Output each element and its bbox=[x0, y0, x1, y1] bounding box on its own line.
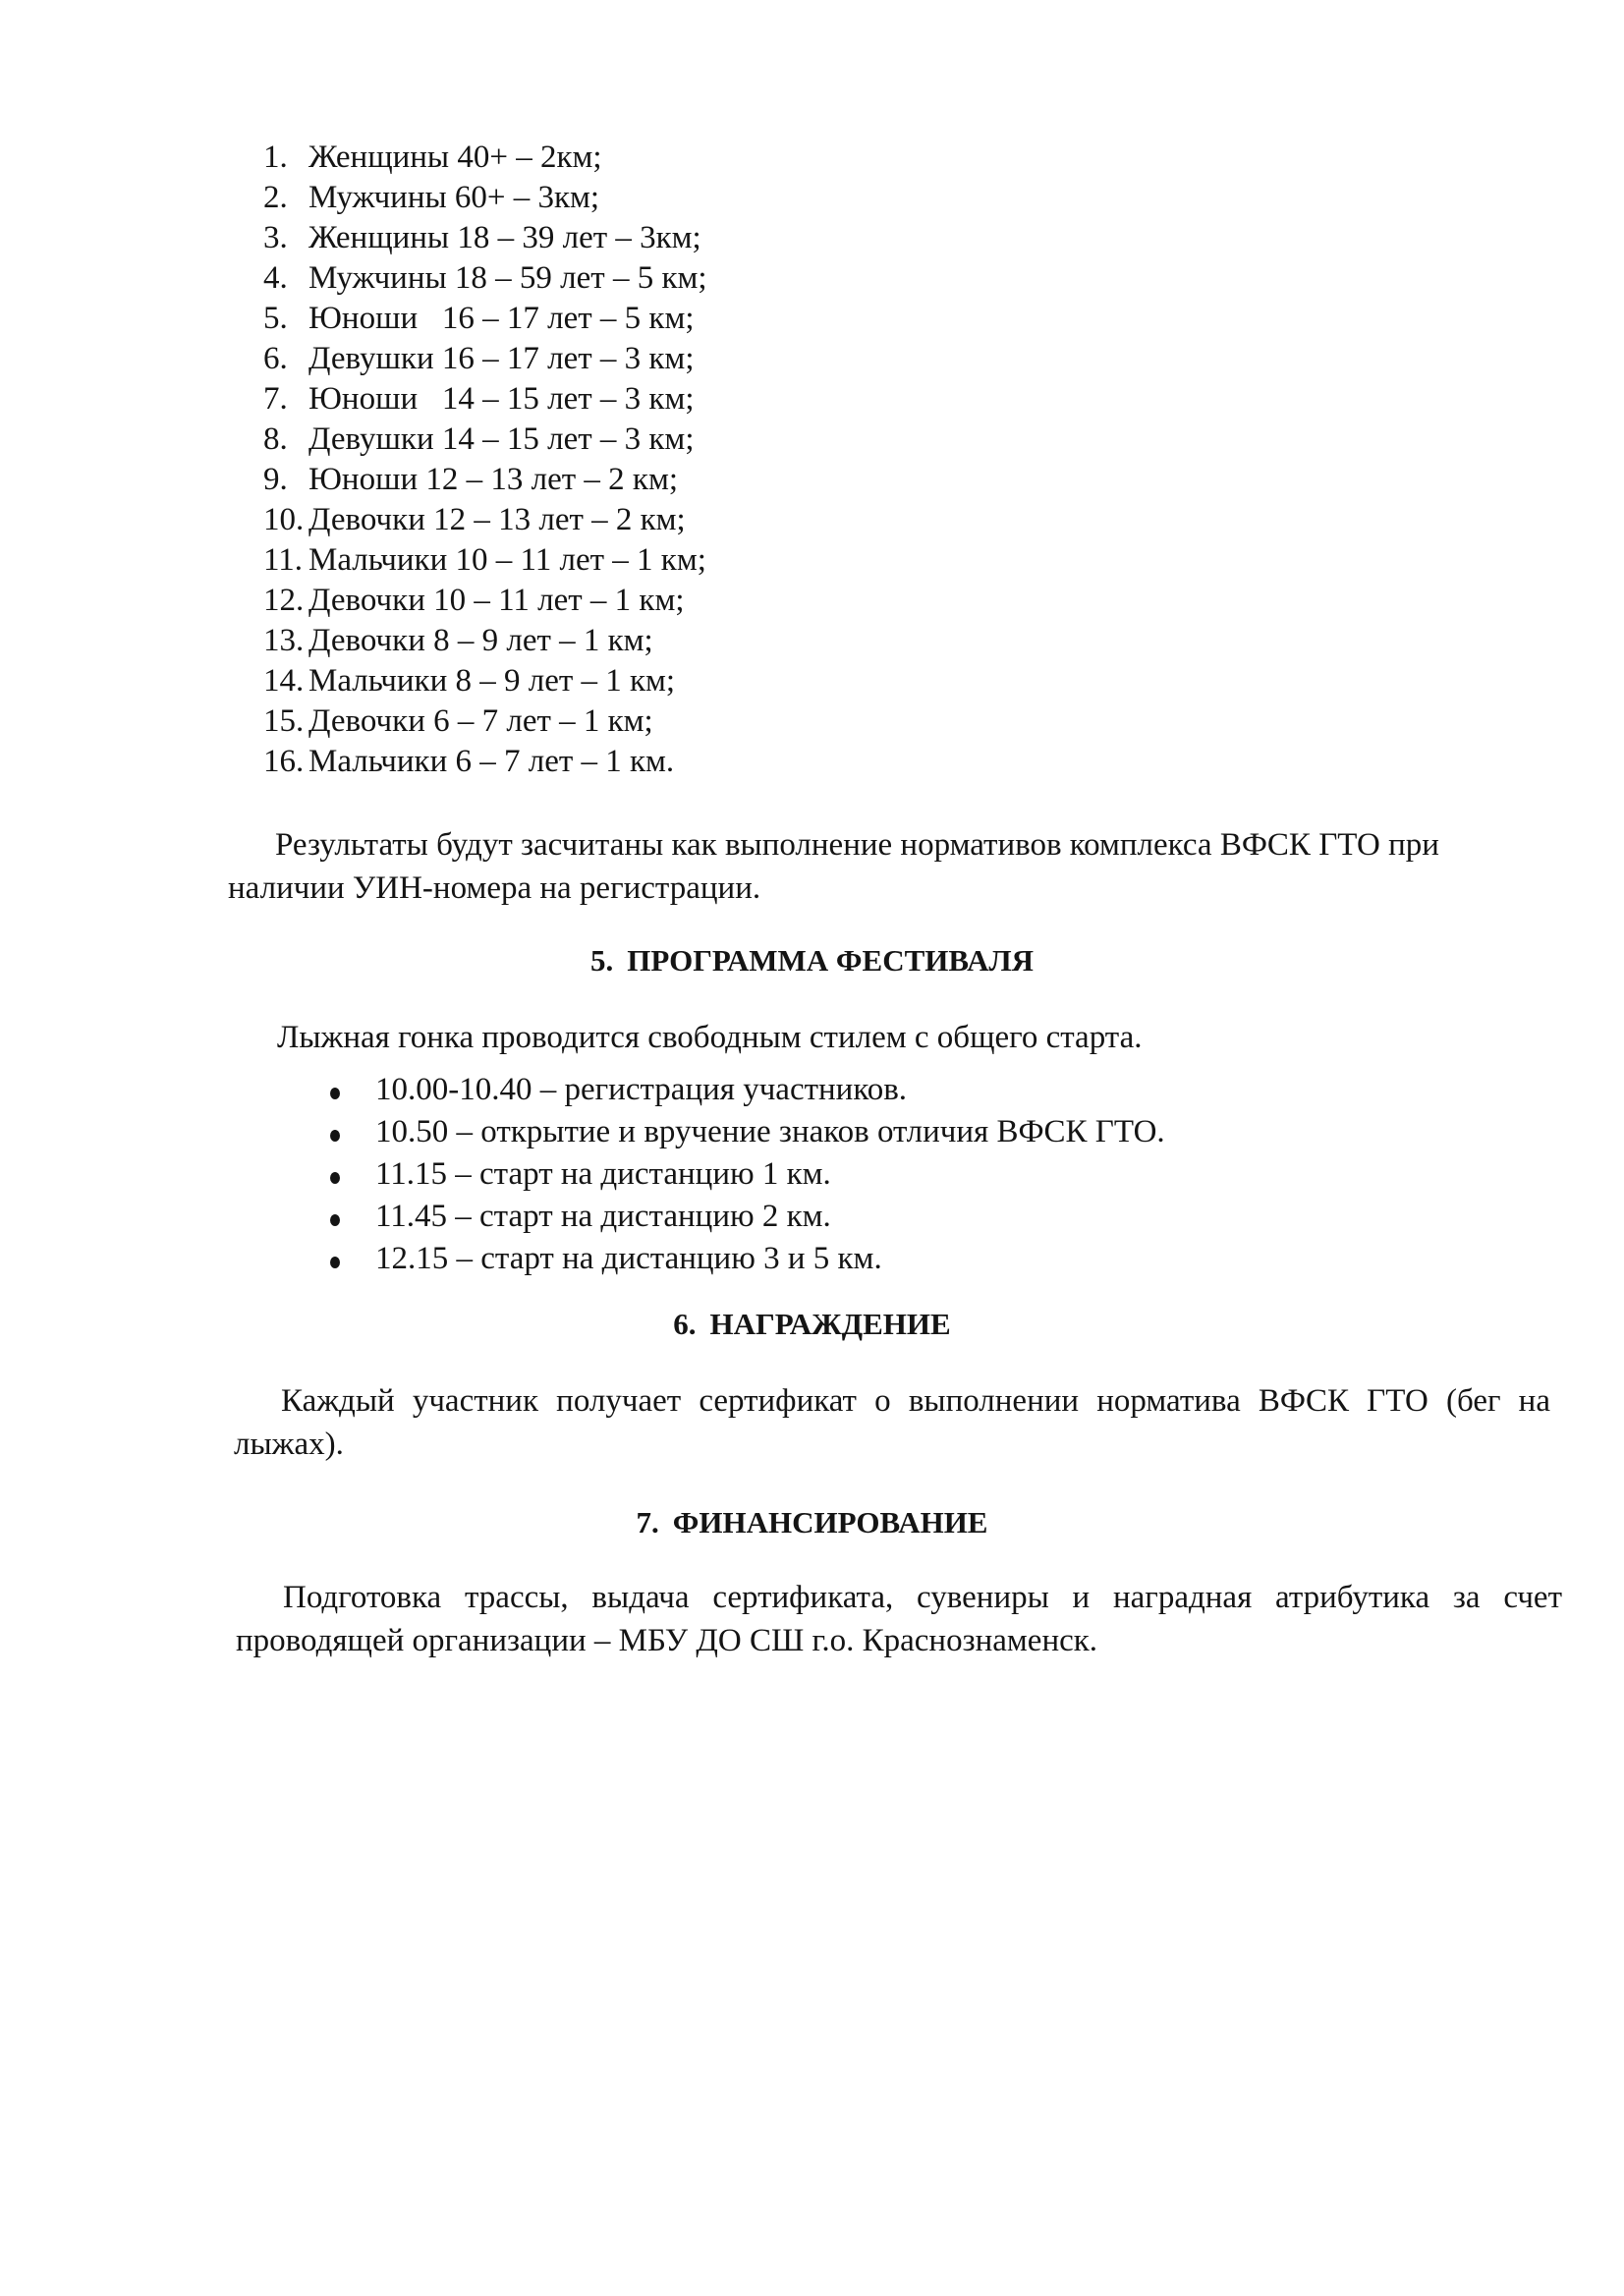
list-text: Мальчики 6 – 7 лет – 1 км. bbox=[308, 744, 675, 779]
list-number: 10. bbox=[263, 502, 305, 537]
list-item bbox=[263, 218, 707, 258]
section-number: 7. bbox=[636, 1505, 659, 1540]
section-5-heading bbox=[0, 943, 1624, 979]
section-5-intro: Лыжная гонка проводится свободным стилем с общего старта. bbox=[277, 1020, 1143, 1055]
section-6-heading bbox=[0, 1307, 1624, 1342]
list-item bbox=[263, 581, 707, 621]
list-number: 2. bbox=[263, 180, 288, 215]
schedule-item: 12.15 – старт на дистанцию 3 и 5 км. bbox=[330, 1238, 1165, 1280]
list-number: 12. bbox=[263, 583, 305, 618]
schedule-item: 11.15 – старт на дистанцию 1 км. bbox=[330, 1153, 1165, 1196]
list-number: 8. bbox=[263, 421, 288, 457]
list-text: Женщины 18 – 39 лет – 3км; bbox=[308, 220, 701, 255]
list-text: Девушки 14 – 15 лет – 3 км; bbox=[308, 421, 695, 457]
list-item bbox=[263, 420, 707, 460]
list-item bbox=[263, 742, 707, 782]
list-number: 4. bbox=[263, 260, 288, 296]
list-text: Мальчики 10 – 11 лет – 1 км; bbox=[308, 542, 706, 578]
list-number: 16. bbox=[263, 744, 305, 779]
list-text: Юноши 16 – 17 лет – 5 км; bbox=[308, 301, 695, 336]
list-text: Юноши 12 – 13 лет – 2 км; bbox=[308, 462, 679, 497]
list-text: Мальчики 8 – 9 лет – 1 км; bbox=[308, 663, 676, 699]
list-text: Девочки 10 – 11 лет – 1 км; bbox=[308, 583, 685, 618]
list-number: 9. bbox=[263, 462, 288, 497]
list-item bbox=[263, 661, 707, 701]
list-number: 7. bbox=[263, 381, 288, 417]
section-6-text: Каждый участник получает сертификат о выполнении норматива ВФСК ГТО (бег на лыжах). bbox=[234, 1383, 1550, 1462]
list-item bbox=[263, 178, 707, 218]
list-item bbox=[263, 258, 707, 299]
list-number: 1. bbox=[263, 140, 288, 175]
list-number: 13. bbox=[263, 623, 305, 658]
list-number: 11. bbox=[263, 542, 304, 578]
list-number: 3. bbox=[263, 220, 288, 255]
section-7-text: Подготовка трассы, выдача сертификата, сувениры и наградная атрибутика за счет проводящей организации – МБУ ДО СШ г.о. Краснознаменск. bbox=[236, 1580, 1562, 1658]
list-text: Девушки 16 – 17 лет – 3 км; bbox=[308, 341, 695, 376]
list-number: 15. bbox=[263, 703, 305, 739]
schedule-list bbox=[330, 1069, 1165, 1280]
age-category-list bbox=[263, 138, 707, 782]
list-item bbox=[263, 339, 707, 379]
list-item bbox=[263, 701, 707, 742]
list-text: Женщины 40+ – 2км; bbox=[308, 140, 602, 175]
section-title: ФИНАНСИРОВАНИЕ bbox=[672, 1505, 988, 1540]
list-item bbox=[263, 299, 707, 339]
schedule-item: 10.50 – открытие и вручение знаков отличия ВФСК ГТО. bbox=[330, 1111, 1165, 1153]
schedule-item: 11.45 – старт на дистанцию 2 км. bbox=[330, 1196, 1165, 1238]
list-number: 14. bbox=[263, 663, 305, 699]
list-text: Мужчины 18 – 59 лет – 5 км; bbox=[308, 260, 707, 296]
section-number: 5. bbox=[589, 943, 614, 978]
list-text: Девочки 8 – 9 лет – 1 км; bbox=[308, 623, 653, 658]
list-number: 6. bbox=[263, 341, 288, 376]
section-7-heading bbox=[0, 1505, 1624, 1540]
list-number: 5. bbox=[263, 301, 288, 336]
list-text: Юноши 14 – 15 лет – 3 км; bbox=[308, 381, 695, 417]
schedule-item: 10.00-10.40 – регистрация участников. bbox=[330, 1069, 1165, 1111]
list-item bbox=[263, 138, 707, 178]
section-number: 6. bbox=[673, 1307, 697, 1341]
list-item bbox=[263, 500, 707, 540]
results-note: Результаты будут засчитаны как выполнение нормативов комплекса ВФСК ГТО при наличии УИН-номера на регистрации. bbox=[228, 827, 1439, 906]
section-title: НАГРАЖДЕНИЕ bbox=[709, 1307, 951, 1341]
list-text: Девочки 6 – 7 лет – 1 км; bbox=[308, 703, 653, 739]
section-title: ПРОГРАММА ФЕСТИВАЛЯ bbox=[627, 943, 1035, 978]
list-text: Мужчины 60+ – 3км; bbox=[308, 180, 600, 215]
list-item bbox=[263, 540, 707, 581]
list-item bbox=[263, 460, 707, 500]
list-item bbox=[263, 621, 707, 661]
list-item bbox=[263, 379, 707, 420]
list-text: Девочки 12 – 13 лет – 2 км; bbox=[308, 502, 686, 537]
